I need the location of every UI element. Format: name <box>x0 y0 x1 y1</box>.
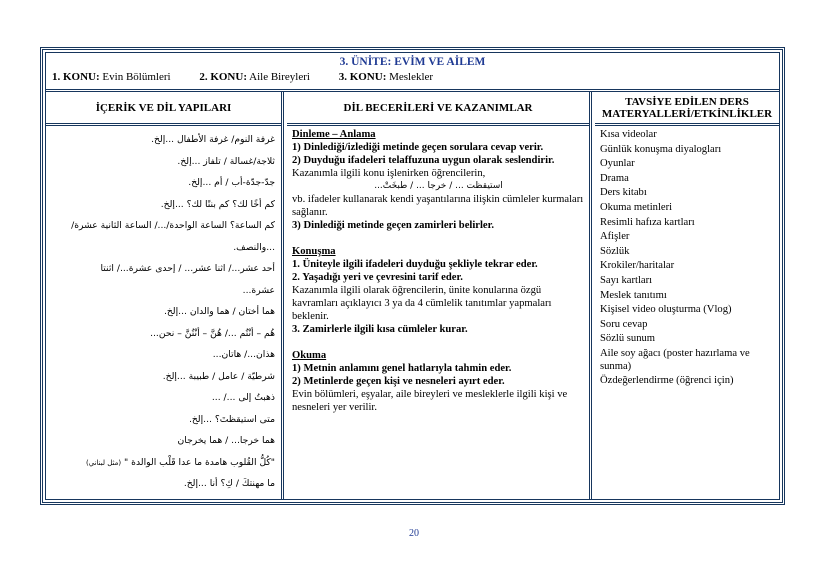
unit-header <box>46 53 779 92</box>
content-line: غرفة النوم/ غرفة الأطفال ...إلخ. <box>151 134 275 145</box>
proverb-text: "كُلُّ القُلوب هامدة ما عدا قَلْب الوالدة " <box>124 456 275 468</box>
content-line: شرطيّة / عامل / طبيبة ...إلخ. <box>162 370 275 382</box>
skills-column <box>287 92 592 499</box>
reading-title: Okuma <box>292 350 327 361</box>
content-header: İÇERİK VE DİL YAPILARI <box>46 92 281 126</box>
content-line: ثلاجة/غسالة / تلفاز ...إلخ. <box>177 155 275 167</box>
speaking-title: Konuşma <box>292 246 336 257</box>
proverb-line <box>50 454 275 476</box>
content-list <box>46 126 281 497</box>
table-inner <box>45 52 780 500</box>
material-item: Sayı kartları <box>600 274 653 286</box>
content-line: هما أختان / هما والدان ...إلخ. <box>163 306 275 317</box>
material-item: Günlük konuşma diyalogları <box>600 143 722 155</box>
proverb-note: (مثل لبناني) <box>85 458 122 467</box>
material-item: Krokiler/haritalar <box>600 260 675 272</box>
reading-outcome-1: 1) Metnin anlamını genel hatlarıyla tahmin eder. <box>292 363 512 374</box>
speaking-outcome-3: 3. Zamirlerle ilgili kısa cümleler kurar. <box>292 324 468 335</box>
listening-outcome-2: 2) Duyduğu ifadeleri telaffuzuna uygun olarak seslendirir. <box>292 155 555 166</box>
topic1-label: 1. KONU: <box>52 71 100 83</box>
content-line: هما خرجا... / هما يخرجان <box>177 435 275 446</box>
topics-line <box>52 71 433 83</box>
material-item: Aile soy ağacı (poster hazırlama ve sunma) <box>600 347 750 372</box>
material-item: Afişler <box>600 231 630 243</box>
content-line: ...والنصف. <box>233 241 275 253</box>
materials-header-line1: TAVSİYE EDİLEN DERS <box>625 95 749 108</box>
listening-outcome-3: 3) Dinlediği metinde geçen zamirleri belirler. <box>292 220 495 231</box>
topic2-label: 2. KONU: <box>199 71 247 83</box>
content-line: هُم – أنْتُم .../ هُنَّ – أنْتُنَّ – نحن... <box>150 327 275 339</box>
content-line: ذهبتُ إلى .../ ... <box>211 392 275 403</box>
content-line: ما مهنتكَ / كِ؟ أنا ...إلخ. <box>183 478 275 489</box>
speaking-outcome-1: 1. Üniteyle ilgili ifadeleri duyduğu şekliyle tekrar eder. <box>292 259 538 270</box>
listening-outcome-1: 1) Dinlediği/izlediği metinde geçen sorulara cevap verir. <box>292 142 544 153</box>
material-item: Ders kitabı <box>600 187 647 199</box>
reading-outcome-2: 2) Metinlerde geçen kişi ve nesneleri ayırt eder. <box>292 376 505 387</box>
materials-column <box>595 92 779 499</box>
listening-arabic-examples: استيقظت ... / خرجا ... / طبخَتْ... <box>374 181 503 191</box>
material-item: Oyunlar <box>600 158 635 170</box>
topic1: Evin Bölümleri <box>102 71 171 83</box>
material-item: Okuma metinleri <box>600 201 673 213</box>
content-column <box>46 92 284 499</box>
speaking-outcome-2: 2. Yaşadığı yeri ve çevresini tarif eder. <box>292 272 463 283</box>
material-item: Meslek tanıtımı <box>600 289 667 301</box>
content-line: كم الساعة؟ الساعة الواحدة/.../ الساعة الثانية عشرة/ <box>71 220 275 231</box>
material-item: Drama <box>600 172 629 184</box>
curriculum-table <box>40 47 785 505</box>
topic2: Aile Bireyleri <box>249 71 310 83</box>
content-line: أحد عشر.../ اثنا عشر... / إحدى عشرة.../ اثنتا <box>100 263 275 274</box>
content-line: جدّ-جدّة-أب / أم ...إلخ. <box>188 177 275 188</box>
materials-header <box>595 92 779 126</box>
unit-title: 3. ÜNİTE: EVİM VE AİLEM <box>339 56 486 68</box>
listening-title: Dinleme – Anlama <box>292 129 376 140</box>
material-item: Resimli hafıza kartları <box>600 216 695 228</box>
topic3: Meslekler <box>389 71 434 83</box>
material-item: Özdeğerlendirme (öğrenci için) <box>600 374 734 386</box>
content-line: كم أخًا لك؟ كم بنتًا لك؟ ...إلخ. <box>160 198 275 210</box>
materials-list <box>595 126 779 389</box>
material-item: Kısa videolar <box>600 129 657 140</box>
topic3-label: 3. KONU: <box>338 71 387 83</box>
reading-note: Evin bölümleri, eşyalar, aile bireyleri ve mesleklerle ilgili kişi ve nesneleri yer verilir. <box>292 389 568 413</box>
page-number: 20 <box>409 528 419 539</box>
content-line: متى استيقظتَ؟ ...إلخ. <box>188 413 275 425</box>
material-item: Kişisel video oluşturma (Vlog) <box>600 304 732 316</box>
speaking-note: Kazanımla ilgili olarak öğrencilerin, ünite konularına özgü kavramları açıklayıcı 3 ya da 4 cümlelik tanıtımlar yapmaları beklenir. <box>292 285 552 322</box>
materials-header-line2: MATERYALLERİ/ETKİNLİKLER <box>601 107 773 120</box>
listening-note-2: vb. ifadeler kullanarak kendi yaşantılarına ilişkin cümleler kurmaları sağlanır. <box>292 194 584 218</box>
skills-header: DİL BECERİLERİ VE KAZANIMLAR <box>287 92 589 126</box>
skills-body <box>287 126 589 414</box>
material-item: Sözlük <box>600 245 630 257</box>
material-item: Soru cevap <box>600 318 648 330</box>
content-line: هذان.../ هاتان... <box>212 349 275 360</box>
listening-note: Kazanımla ilgili konu işlenirken öğrencilerin, <box>292 168 486 179</box>
material-item: Sözlü sunum <box>600 333 656 345</box>
content-line: عشرة... <box>242 284 275 296</box>
